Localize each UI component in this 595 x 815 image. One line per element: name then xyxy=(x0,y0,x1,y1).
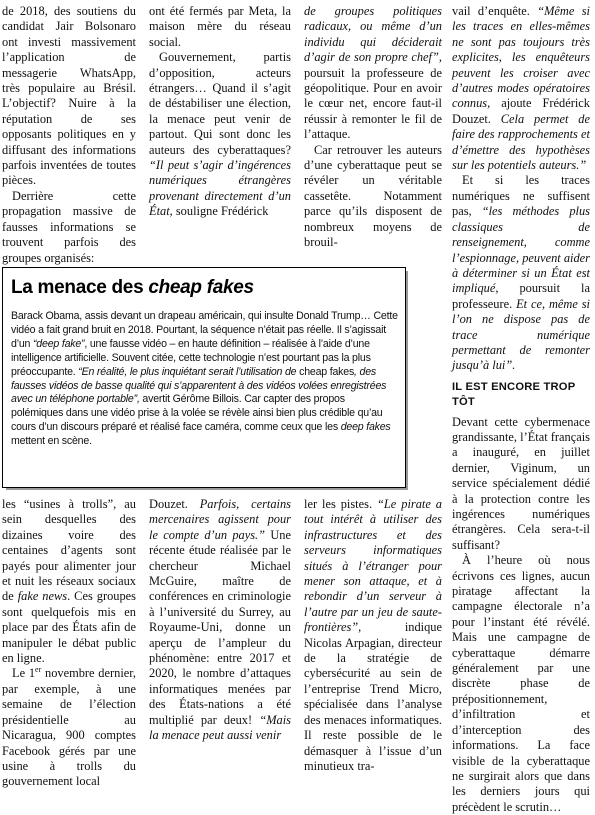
paragraph xyxy=(2,497,136,666)
text-run: poursuit la professeure. xyxy=(452,281,590,311)
sidebar-body xyxy=(11,310,399,449)
title-text: La menace des xyxy=(11,277,149,298)
text-run: vail d’enquête. xyxy=(452,4,530,18)
text-run: novembre dernier, par exemple, à une semaine de l’élection présidentielle au Nicaragua, 900 comptes Facebook gérés par une usine à trolls du gouvernement local xyxy=(2,666,136,789)
text-run: Et si les traces numériques ne suffisent pas, xyxy=(452,173,590,219)
paragraph: de 2018, des soutiens du candidat Jair Bolsonaro ont investi massivement l’application de messagerie WhatsApp, très populaire au Brésil. L’objectif? Nuire à la réputation de ses opposants politiques en y diffusant des informations parfois inventées de toutes pièces. xyxy=(2,4,136,188)
sidebar-title xyxy=(11,277,254,299)
text-run: Le 1 xyxy=(12,666,36,681)
paragraph: À l’heure où nous écrivons ces lignes, aucun piratage affectant la campagne électorale n’a pour l’instant été révélé. Mais une campagne de cyberattaque démarre généralement par une discrète phase de prépositionnement, d’infiltration et d’interception des informations. La face visible de la cyberattaque ne surgirait alors que dans les derniers jours qui précèdent le scrutin… xyxy=(452,553,590,814)
text-run: cheap fakes xyxy=(296,365,355,378)
quote: “Il peut s’agir d’ingérences numériques étrangères provenant directement d’un État, xyxy=(149,158,291,219)
quote: Et ce, même si l’on ne dispose pas de trace numérique permettant de remonter jusqu’à lui”. xyxy=(452,296,590,373)
superscript: er xyxy=(35,665,42,675)
text-run: Douzet. xyxy=(149,497,188,511)
paragraph xyxy=(149,497,291,744)
paragraph xyxy=(452,173,590,373)
paragraph: Derrière cette propagation massive de fausses informations se trouvent parfois des groupes organisés: xyxy=(2,188,136,265)
text-run: poursuit la professeure de géopolitique. Pour en avoir le cœur net, encore faut-il réussir à remonter le fil de l’attaque. xyxy=(304,65,442,142)
article-column-1-bottom xyxy=(2,497,136,790)
text-run: mettent en scène. xyxy=(11,435,92,448)
quote: “En réalité, le plus inquiétant serait l’utilisation de xyxy=(78,365,297,378)
quote: “les méthodes plus classiques de renseignement, comme l’espionnage, peuvent aider à déterminer si un État est impliqué, xyxy=(452,204,590,296)
text-run: “deep fake” xyxy=(32,337,85,350)
quote: de groupes politiques radicaux, ou même d’un individu qui déciderait d’agir de son propre chef”, xyxy=(304,4,442,65)
paragraph: Devant cette cybermenace grandissante, l’État français a inauguré, en juillet dernier, Viginum, un service spécialement dédié à la protection contre les ingérences numériques étrangères. Cela sera-t-il suffisant? xyxy=(452,414,590,552)
text-run: , une fausse vidéo – en haute définition – réalisée à l’aide d’une intelligence artificielle. Souvent citée, cette technologie n’est pourtant pas la plus préoccupante. xyxy=(11,337,371,378)
quote: Parfois, certains mercenaires agissent pour le compte d’un pays.” xyxy=(149,497,291,542)
article-column-4 xyxy=(452,4,590,815)
paragraph xyxy=(452,4,590,173)
text-run: les “usines à trolls”, au sein desquelles des dizaines voire des centaines d’agents sont payés pour alimenter jour et nuit les réseaux sociaux de xyxy=(2,497,136,604)
text-run: ler les pistes. xyxy=(304,497,373,511)
text-run: indique Nicolas Arpagian, directeur de la stratégie de cybersécurité au sein de l’entreprise Trend Micro, spécialisée dans l’analyse des menaces informatiques. Il reste possible de le démasquer à l’issue d’un minutieux tra- xyxy=(304,620,442,773)
text-run: fake news xyxy=(17,589,68,604)
paragraph: ont été fermés par Meta, la maison mère du réseau social. xyxy=(149,4,291,49)
text-run: Une récente étude réalisée par le chercheur Michael McGuire, maître de conférences en criminologie à l’université du Surrey, au Royaume-Uni, donne un aperçu de l’ampleur du phénomène: entre 2017 et 2020, le nombre d’attaques informatiques menées par des États-nations a été multiplié par deux! xyxy=(149,527,291,727)
text-run: deep fakes xyxy=(340,421,391,434)
paragraph xyxy=(149,50,291,219)
text-run: Barack Obama, assis devant un drapeau américain, qui insulte Donald Trump… Cette vidéo a fait grand bruit en 2018. Pourtant, la séquence n’était pas réelle. Il s’agissait d’un xyxy=(11,310,398,350)
text-run: Gouvernement, partis d’opposition, acteurs étrangers… Quand il s’agit de déstabiliser une élection, la menace peut venir de partout. Qui sont donc les auteurs des cyberattaques? xyxy=(149,50,291,157)
article-column-2-top xyxy=(149,4,291,220)
quote: “Le pirate a tout intérêt à utiliser des infrastructures et des serveurs informatiques situés à l’étranger pour mener son attaque, et à rebondir d’un serveur à l’autre par un jeu de saute-frontières”, xyxy=(304,497,442,635)
quote: “Même si les traces en elles-mêmes ne sont pas toujours très explicites, les enquêteurs peuvent les croiser avec d’autres modes opératoires connus, xyxy=(452,4,590,111)
paragraph xyxy=(2,666,136,789)
text-run: ajoute Frédérick Douzet. xyxy=(452,96,590,126)
sidebar-paragraph xyxy=(11,310,399,449)
text-run: avertit Gérôme Billois. Car capter des propos polémiques dans une vidéo prise à la volée se révèle ainsi bien plus crédible qu’au cours d’un discours préparé et réalisé face caméra, comme ceux que les xyxy=(11,393,383,434)
article-column-2-bottom xyxy=(149,497,291,744)
section-heading: IL EST ENCORE TROP TÔT xyxy=(452,380,576,409)
paragraph: Car retrouver les auteurs d’une cyberattaque peut se révéler un véritable cassetête. Notamment parce qu’ils disposent de nombreux moyens de brouil- xyxy=(304,142,442,250)
text-run: . Ces groupes sont quelquefois mis en place par des États afin de manipuler le débat public en ligne. xyxy=(2,589,136,666)
quote: Cela permet de faire des rapprochements et d’émettre des hypothèses sur les potentiels auteurs.” xyxy=(452,111,590,173)
article-column-3-bottom xyxy=(304,497,442,774)
text-run: souligne Frédérick xyxy=(175,204,269,219)
sidebar-box xyxy=(2,267,406,488)
quote: “Mais la menace peut aussi venir xyxy=(149,712,291,743)
article-column-1-top xyxy=(2,4,136,266)
title-italic: cheap fakes xyxy=(148,277,254,298)
paragraph xyxy=(304,4,442,143)
paragraph xyxy=(304,497,442,774)
article-column-3-top xyxy=(304,4,442,251)
quote: , des fausses vidéos de basse qualité qui s’apparentent à des vidéos volées enregistrées avec un téléphone portable”, xyxy=(11,365,387,406)
